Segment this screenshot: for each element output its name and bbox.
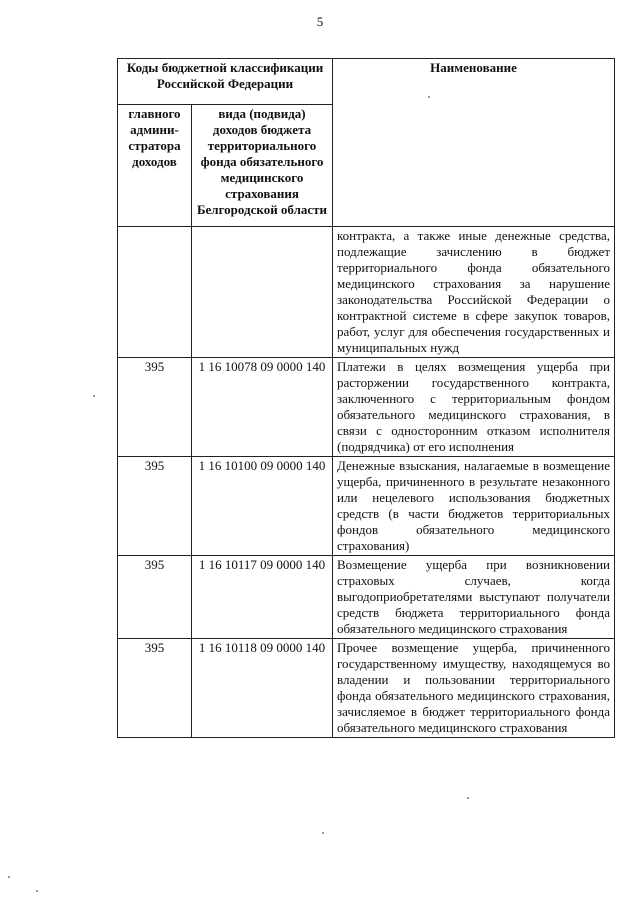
name-cell: Возмещение ущерба при возникновении страховых случаев, когда выгодоприобретателями выступают получатели средств бюджета территориального фонда обязательного медицинского страхования [333, 556, 615, 639]
admin-code-cell [118, 227, 192, 358]
admin-code-cell: 395 [118, 639, 192, 738]
scan-speck [428, 96, 430, 98]
name-cell: контракта, а также иные денежные средства, подлежащие зачислению в бюджет территориального фонда обязательного медицинского страхования за нарушение законодательства Российской Федерации о контрактной системе в сфере закупок товаров, работ, услуг для обеспечения государственных и муниципальных нужд [333, 227, 615, 358]
scan-speck [93, 395, 95, 397]
admin-column-header: главного админи-стратора доходов [118, 105, 192, 227]
admin-code-cell: 395 [118, 556, 192, 639]
name-column-header: Наименование [333, 59, 615, 227]
table-row [118, 457, 615, 556]
name-cell: Прочее возмещение ущерба, причиненного государственному имуществу, находящемуся во владении и пользовании территориального фонда обязательного медицинского страхования, зачисляемое в бюджет территориального фонда обязательного медицинского страхования [333, 639, 615, 738]
admin-code-cell: 395 [118, 457, 192, 556]
revenue-code-cell: 1 16 10078 09 0000 140 [192, 358, 333, 457]
budget-codes-table [117, 58, 615, 738]
codes-group-header: Коды бюджетной классификации Российской Федерации [118, 59, 333, 105]
scan-speck [36, 890, 38, 892]
admin-code-cell: 395 [118, 358, 192, 457]
table-row [118, 639, 615, 738]
revenue-code-cell: 1 16 10100 09 0000 140 [192, 457, 333, 556]
table-row [118, 556, 615, 639]
revenue-code-cell: 1 16 10118 09 0000 140 [192, 639, 333, 738]
scan-speck [322, 832, 324, 834]
scan-speck [467, 797, 469, 799]
revenue-column-header: вида (подвида) доходов бюджета территориального фонда обязательного медицинского страхования Белгородской области [192, 105, 333, 227]
name-cell: Денежные взыскания, налагаемые в возмещение ущерба, причиненного в результате незаконного или нецелевого использования бюджетных средств (в части бюджетов территориальных фондов обязательного медицинского страхования) [333, 457, 615, 556]
revenue-code-cell [192, 227, 333, 358]
scan-speck [8, 876, 10, 878]
revenue-code-cell: 1 16 10117 09 0000 140 [192, 556, 333, 639]
page-number: 5 [316, 14, 324, 29]
table-row [118, 358, 615, 457]
name-cell: Платежи в целях возмещения ущерба при расторжении государственного контракта, заключенного с территориальным фондом обязательного медицинского страхования, в связи с односторонним отказом исполнителя (подрядчика) от его исполнения [333, 358, 615, 457]
table-row [118, 227, 615, 358]
